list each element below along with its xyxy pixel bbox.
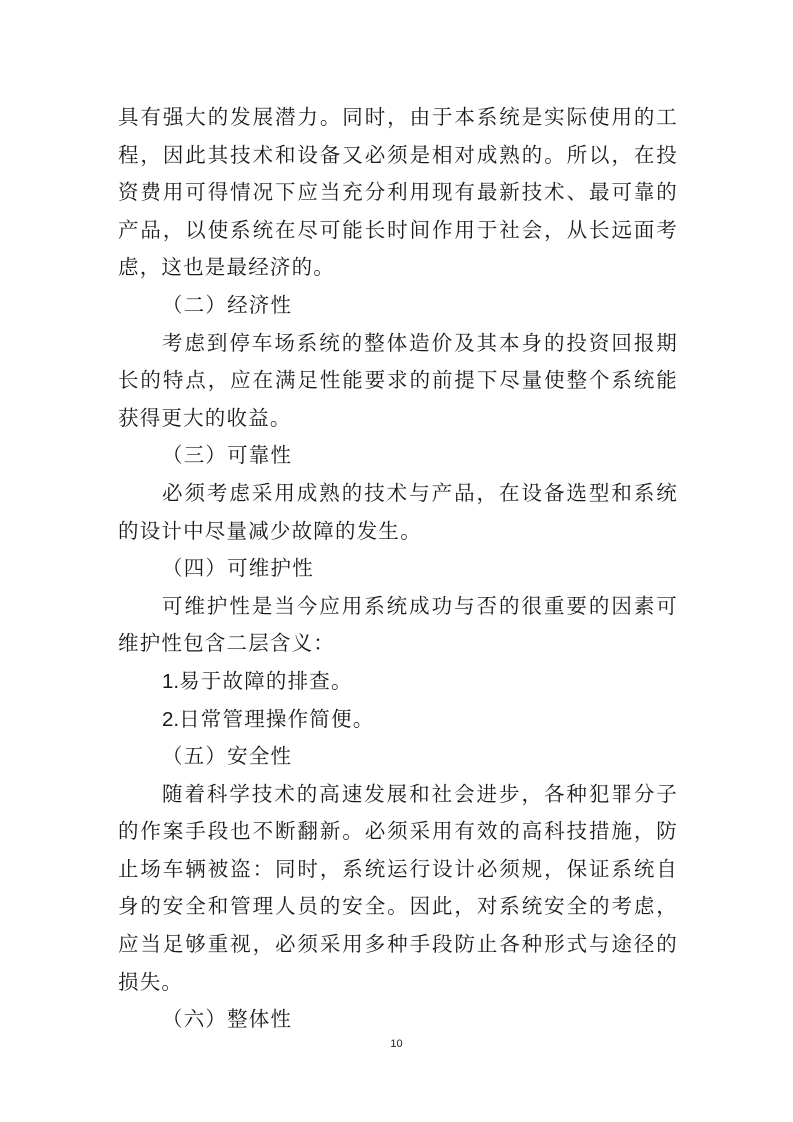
list-item (118, 663, 678, 701)
section-heading-maintainability: （四）可维护性 (162, 556, 314, 581)
paragraph-maintainability: 可维护性是当今应用系统成功与否的很重要的因素可维护性包含二层含义： (118, 593, 678, 656)
paragraph-security: 随着科学技术的高速发展和社会进步，各种犯罪分子的作案手段也不断翻新。必须采用有效的高科技措施，防止场车辆被盗：同时，系统运行设计必须规，保证系统自身的安全和管理人员的安全。因此，对系统安全的考虑，应当足够重视，必须采用多种手段防止各种形式与途径的损失。 (118, 781, 678, 994)
list-item (118, 701, 678, 739)
paragraph-economy: 考虑到停车场系统的整体造价及其本身的投资回报期长的特点，应在满足性能要求的前提下尽量使整个系统能获得更大的收益。 (118, 330, 678, 430)
list-item-number: 2. (162, 707, 180, 731)
list-item-text: 日常管理操作简便。 (179, 706, 375, 731)
page-number: 10 (390, 1038, 403, 1050)
section-heading-economy: （二）经济性 (162, 292, 293, 317)
section-heading-integrity: （六）整体性 (162, 1007, 293, 1032)
list-item-text: 易于故障的排查。 (179, 668, 353, 693)
section-heading-reliability: （三）可靠性 (162, 443, 293, 468)
paragraph-continuation: 具有强大的发展潜力。同时，由于本系统是实际使用的工程，因此其技术和设备又必须是相对成熟的。所以，在投资费用可得情况下应当充分利用现有最新技术、最可靠的产品，以使系统在尽可能长时间作用于社会，从长远面考虑，这也是最经济的。 (118, 105, 678, 280)
page-body (118, 99, 678, 1039)
list-item-number: 1. (162, 669, 180, 693)
paragraph-reliability: 必须考虑采用成熟的技术与产品，在设备选型和系统的设计中尽量减少故障的发生。 (118, 480, 678, 543)
section-heading-security: （五）安全性 (162, 744, 293, 769)
